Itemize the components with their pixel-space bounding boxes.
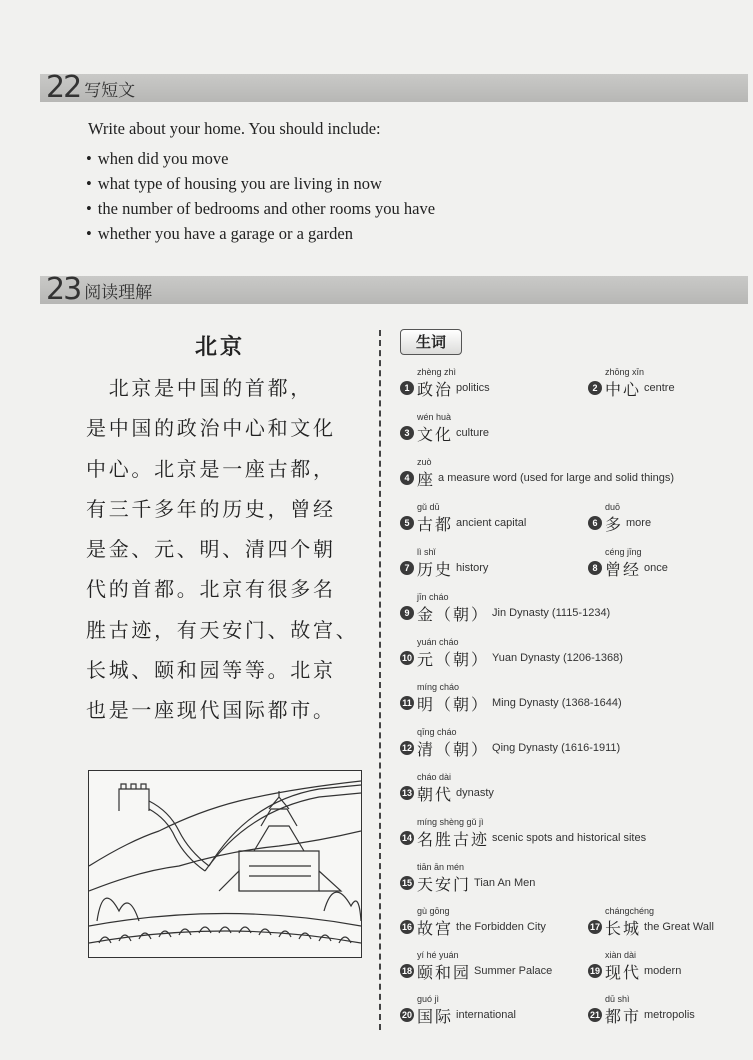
section-number: 23 (46, 272, 81, 307)
vocab-item (400, 861, 740, 893)
vocab-label: 生词 (400, 329, 462, 355)
english: Qing Dynasty (1616-1911) (492, 742, 621, 754)
hanzi: 现代 (605, 962, 642, 982)
pinyin: míng cháo (417, 682, 460, 692)
english: Summer Palace (474, 965, 553, 977)
pinyin: míng shèng gǔ jì (417, 817, 484, 827)
pinyin: lì shǐ (417, 547, 436, 557)
number-badge: 2 (588, 381, 602, 395)
english: once (644, 562, 668, 574)
section-23-header (40, 272, 748, 307)
pinyin: jīn cháo (417, 592, 449, 602)
number-badge: 12 (401, 743, 412, 753)
pinyin: xiàn dài (605, 950, 637, 960)
passage-line: 也是一座现代国际都市。 (86, 698, 336, 723)
number-badge: 9 (400, 606, 414, 620)
pinyin: yí hé yuán (417, 950, 459, 960)
hanzi: 古都 (417, 514, 454, 534)
section-title: 阅读理解 (84, 282, 153, 303)
pinyin: duō (605, 502, 621, 512)
vocab-item (588, 949, 748, 981)
number-badge: 19 (589, 966, 600, 976)
section-number: 22 (46, 70, 81, 105)
writing-bullet-list (86, 148, 435, 248)
vocab-item (400, 456, 740, 488)
hanzi: 朝代 (417, 784, 454, 804)
hanzi: 长城 (605, 918, 642, 938)
english: Tian An Men (474, 877, 536, 889)
bullet-item: • what type of housing you are living in now (86, 173, 435, 198)
passage-line: 是金、元、明、清四个朝 (86, 537, 336, 562)
number-badge: 6 (588, 516, 602, 530)
english: more (626, 517, 652, 529)
hanzi: 政治 (417, 379, 454, 399)
hanzi: 国际 (417, 1006, 454, 1026)
number-badge: 5 (400, 516, 414, 530)
vocab-item (588, 905, 748, 937)
english: ancient capital (456, 517, 527, 529)
hanzi: 颐和园 (417, 962, 472, 982)
pinyin: zhōng xīn (605, 367, 645, 377)
english: history (456, 562, 489, 574)
vocab-item (588, 546, 753, 578)
pinyin: chángchéng (605, 906, 655, 916)
hanzi: 多 (605, 514, 624, 534)
illustration-drawing (89, 771, 361, 957)
english: culture (456, 427, 490, 439)
pinyin: zhèng zhì (417, 367, 457, 377)
number-badge: 13 (401, 788, 412, 798)
passage-line: 长城、颐和园等等。北京 (86, 658, 336, 683)
pinyin: céng jīng (605, 547, 642, 557)
pinyin: wén huà (417, 412, 452, 422)
vocab-item (588, 993, 748, 1025)
pinyin: guó jì (417, 994, 440, 1004)
section-title: 写短文 (84, 80, 136, 101)
number-badge: 18 (401, 966, 412, 976)
passage-line: 有三千多年的历史，曾经 (86, 496, 336, 521)
vocab-item (400, 726, 740, 758)
passage-line: 是中国的政治中心和文化 (86, 416, 336, 441)
hanzi: 名胜古迹 (417, 829, 490, 849)
passage-line: 中心。北京是一座古都， (86, 456, 336, 481)
bullet-item: • when did you move (86, 148, 435, 173)
vocab-item (400, 591, 740, 623)
vocab-item (400, 681, 740, 713)
hanzi: 明（朝） (417, 694, 490, 714)
english: a measure word (used for large and solid things) (438, 472, 675, 484)
pinyin: yuán cháo (417, 637, 459, 647)
english: the Great Wall (644, 921, 714, 933)
english: international (456, 1009, 516, 1021)
english: Yuan Dynasty (1206-1368) (492, 652, 623, 664)
number-badge: 1 (400, 381, 414, 395)
column-divider (379, 330, 381, 1030)
number-badge: 11 (400, 696, 414, 710)
english: the Forbidden City (456, 921, 546, 933)
hanzi: 曾经 (605, 559, 642, 579)
number-badge: 17 (589, 922, 600, 932)
hanzi: 天安门 (417, 874, 472, 894)
number-badge: 15 (401, 878, 412, 888)
beijing-landmarks-illustration (88, 770, 362, 958)
hanzi: 文化 (417, 424, 454, 444)
passage-line: 代的首都。北京有很多名 (86, 577, 336, 602)
hanzi: 历史 (417, 559, 454, 579)
vocab-item (400, 771, 740, 803)
bullet-item: • the number of bedrooms and other rooms you have (86, 198, 435, 223)
english: Jin Dynasty (1115-1234) (492, 607, 611, 619)
pinyin: gù gōng (417, 906, 450, 916)
number-badge: 8 (588, 561, 602, 575)
vocab-item (400, 411, 740, 443)
writing-instruction: Write about your home. You should include: (88, 119, 381, 138)
english: modern (644, 965, 682, 977)
pinyin: qīng cháo (417, 727, 457, 737)
hanzi: 元（朝） (417, 649, 490, 669)
english: centre (644, 382, 675, 394)
english: scenic spots and historical sites (492, 832, 647, 844)
section-22-header (40, 70, 748, 105)
hanzi: 都市 (605, 1006, 642, 1026)
number-badge: 14 (401, 833, 412, 843)
english: politics (456, 382, 490, 394)
vocab-item (588, 366, 753, 398)
vocab-item (400, 816, 740, 848)
hanzi: 金（朝） (417, 604, 490, 624)
hanzi: 故宫 (417, 918, 454, 938)
passage-line: 北京是中国的首都， (86, 376, 313, 400)
hanzi: 中心 (605, 379, 642, 399)
bullet-item: • whether you have a garage or a garden (86, 223, 435, 248)
number-badge: 20 (401, 1010, 412, 1020)
english: metropolis (644, 1009, 695, 1021)
number-badge: 21 (589, 1010, 600, 1020)
pinyin: tiān ān mén (417, 862, 465, 872)
passage-line: 胜古迹，有天安门、故宫、 (86, 617, 359, 642)
pinyin: dū shì (605, 994, 630, 1004)
number-badge: 3 (400, 426, 414, 440)
pinyin: gǔ dū (417, 502, 440, 512)
vocab-item (400, 636, 740, 668)
vocab-item (588, 501, 753, 533)
pinyin: zuò (417, 457, 432, 467)
english: dynasty (456, 787, 494, 799)
hanzi: 清（朝） (417, 739, 490, 759)
number-badge: 16 (401, 922, 412, 932)
pinyin: cháo dài (417, 772, 452, 782)
hanzi: 座 (417, 469, 436, 489)
reading-passage (86, 368, 358, 731)
number-badge: 10 (401, 653, 412, 663)
number-badge: 7 (400, 561, 414, 575)
number-badge: 4 (400, 471, 414, 485)
english: Ming Dynasty (1368-1644) (492, 697, 622, 709)
reading-title: 北京 (195, 334, 246, 360)
